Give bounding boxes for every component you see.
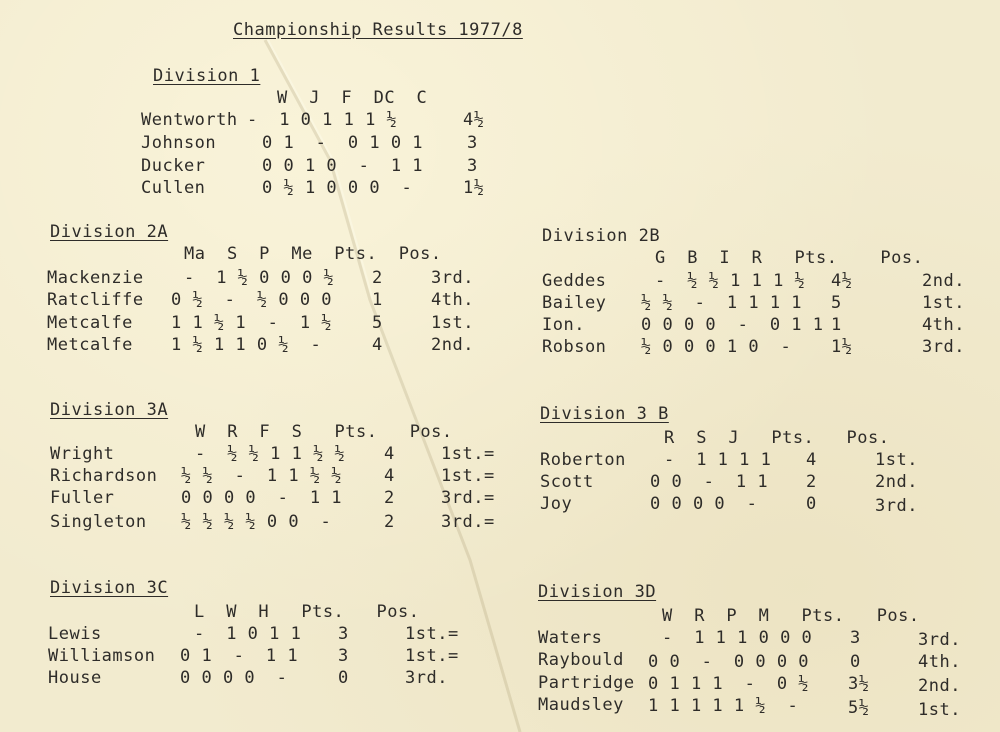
row-position: 1st. bbox=[918, 700, 961, 720]
division-2a-heading: Division 2A bbox=[50, 222, 169, 242]
division-3a-header: W R F S Pts. Pos. bbox=[195, 422, 453, 442]
division-2b-header: G B I R Pts. Pos. bbox=[655, 248, 924, 268]
row-points: 3 bbox=[467, 133, 478, 153]
row-position: 3rd. bbox=[405, 668, 448, 688]
row-scores: - 1 1 1 1 bbox=[664, 450, 772, 470]
row-points: 4 bbox=[384, 444, 395, 464]
row-points: 4 bbox=[806, 450, 817, 470]
row-scores: - ½ ½ 1 1 1 ½ bbox=[655, 271, 806, 291]
page-title: Championship Results 1977/8 bbox=[233, 20, 523, 40]
row-position: 1st. bbox=[431, 313, 474, 333]
row-name: Wright bbox=[50, 444, 115, 464]
row-scores: 0 0 0 0 - bbox=[650, 494, 758, 514]
row-position: 3rd. bbox=[918, 630, 961, 650]
row-position: 2nd. bbox=[918, 676, 961, 696]
row-scores: 0 0 0 0 - bbox=[180, 668, 288, 688]
division-3b-heading: Division 3 B bbox=[540, 404, 669, 424]
row-scores: - 1 1 1 0 0 0 bbox=[662, 628, 813, 648]
row-name: Joy bbox=[540, 494, 573, 514]
row-scores: 0 1 - 1 1 bbox=[180, 646, 299, 666]
row-points: 3 bbox=[467, 156, 478, 176]
row-name: Waters bbox=[538, 628, 603, 648]
row-scores: ½ ½ - 1 1 1 1 bbox=[641, 293, 803, 313]
row-position: 2nd. bbox=[922, 271, 965, 291]
division-3b-header: R S J Pts. Pos. bbox=[664, 428, 890, 448]
row-points: 4½ bbox=[831, 271, 853, 291]
row-scores: 1 1 1 1 1 ½ - bbox=[648, 696, 799, 716]
row-scores: 0 0 - 0 0 0 0 bbox=[648, 652, 810, 672]
row-position: 4th. bbox=[431, 290, 474, 310]
division-2b-heading: Division 2B bbox=[542, 226, 661, 246]
row-name: Cullen bbox=[141, 178, 206, 198]
row-scores: ½ ½ ½ ½ 0 0 - bbox=[181, 512, 332, 532]
division-1-header: W J F DC C bbox=[277, 88, 428, 108]
row-name: Richardson bbox=[50, 466, 158, 486]
row-name: Bailey bbox=[542, 293, 607, 313]
row-scores: 0 0 0 0 - 0 1 1 bbox=[641, 315, 824, 335]
row-points: 4½ bbox=[463, 110, 485, 130]
division-2a-header: Ma S P Me Pts. Pos. bbox=[184, 244, 442, 264]
row-points: 0 bbox=[338, 668, 349, 688]
row-name: Johnson bbox=[141, 133, 217, 153]
row-scores: 0 1 - 0 1 0 1 bbox=[262, 133, 424, 153]
division-3a-heading: Division 3A bbox=[50, 400, 169, 420]
row-points: 1 bbox=[831, 315, 842, 335]
row-name: Metcalfe bbox=[47, 335, 133, 355]
row-scores: 0 ½ 1 0 0 0 - bbox=[262, 178, 413, 198]
row-name: Raybould bbox=[538, 650, 624, 670]
row-name: Metcalfe bbox=[47, 313, 133, 333]
row-scores: - ½ ½ 1 1 ½ ½ bbox=[195, 444, 346, 464]
row-position: 2nd. bbox=[431, 335, 474, 355]
row-points: 2 bbox=[806, 472, 817, 492]
row-scores: ½ 0 0 0 1 0 - bbox=[641, 337, 792, 357]
division-1-heading: Division 1 bbox=[153, 66, 261, 86]
row-position: 4th. bbox=[922, 315, 965, 335]
row-points: 3 bbox=[850, 628, 861, 648]
row-name: Fuller bbox=[50, 488, 115, 508]
row-name: Wentworth bbox=[141, 110, 238, 130]
row-points: 3 bbox=[338, 624, 349, 644]
row-position: 3rd. bbox=[922, 337, 965, 357]
row-position: 1st.= bbox=[441, 444, 495, 464]
row-scores: 0 0 - 1 1 bbox=[650, 472, 769, 492]
row-position: 3rd.= bbox=[441, 512, 495, 532]
row-points: 2 bbox=[372, 268, 383, 288]
row-name: Singleton bbox=[50, 512, 147, 532]
row-position: 3rd.= bbox=[441, 488, 495, 508]
division-3c-heading: Division 3C bbox=[50, 578, 169, 598]
row-position: 1st. bbox=[922, 293, 965, 313]
row-points: 0 bbox=[806, 494, 817, 514]
row-name: Partridge bbox=[538, 673, 635, 693]
row-points: 1½ bbox=[831, 337, 853, 357]
row-name: Mackenzie bbox=[47, 268, 144, 288]
row-points: 3½ bbox=[848, 674, 870, 694]
row-points: 2 bbox=[384, 488, 395, 508]
row-position: 1st.= bbox=[405, 624, 459, 644]
row-name: Williamson bbox=[48, 646, 156, 666]
row-name: Scott bbox=[540, 472, 594, 492]
division-3d-heading: Division 3D bbox=[538, 582, 657, 602]
division-3c-header: L W H Pts. Pos. bbox=[194, 602, 420, 622]
row-scores: 1 1 ½ 1 - 1 ½ bbox=[171, 313, 333, 333]
row-scores: 0 1 1 1 - 0 ½ bbox=[648, 674, 810, 694]
row-scores: 0 0 1 0 - 1 1 bbox=[262, 156, 424, 176]
row-points: 0 bbox=[850, 652, 861, 672]
row-name: Robson bbox=[542, 337, 607, 357]
row-points: 1½ bbox=[463, 178, 485, 198]
row-points: 5 bbox=[831, 293, 842, 313]
row-points: 4 bbox=[372, 335, 383, 355]
row-scores: - 1 ½ 0 0 0 ½ bbox=[184, 268, 335, 288]
row-position: 1st.= bbox=[405, 646, 459, 666]
row-points: 5 bbox=[372, 313, 383, 333]
row-name: Ion. bbox=[542, 315, 585, 335]
row-name: Maudsley bbox=[538, 695, 624, 715]
row-scores: 0 ½ - ½ 0 0 0 bbox=[171, 290, 333, 310]
row-position: 1st.= bbox=[441, 466, 495, 486]
row-name: Roberton bbox=[540, 450, 626, 470]
row-scores: 1 ½ 1 1 0 ½ - bbox=[171, 335, 322, 355]
row-position: 4th. bbox=[918, 652, 961, 672]
row-position: 2nd. bbox=[875, 472, 918, 492]
row-name: Geddes bbox=[542, 271, 607, 291]
row-name: Ratcliffe bbox=[47, 290, 144, 310]
row-points: 4 bbox=[384, 466, 395, 486]
row-points: 3 bbox=[338, 646, 349, 666]
division-3d-header: W R P M Pts. Pos. bbox=[662, 606, 920, 626]
row-scores: ½ ½ - 1 1 ½ ½ bbox=[181, 466, 343, 486]
row-points: 5½ bbox=[848, 698, 870, 718]
row-name: Lewis bbox=[48, 624, 102, 644]
row-position: 3rd. bbox=[875, 496, 918, 516]
row-position: 1st. bbox=[875, 450, 918, 470]
row-scores: - 1 0 1 1 1 ½ bbox=[247, 110, 398, 130]
row-position: 3rd. bbox=[431, 268, 474, 288]
row-name: House bbox=[48, 668, 102, 688]
row-points: 1 bbox=[372, 290, 383, 310]
row-scores: - 1 0 1 1 bbox=[194, 624, 302, 644]
row-name: Ducker bbox=[141, 156, 206, 176]
row-points: 2 bbox=[384, 512, 395, 532]
row-scores: 0 0 0 0 - 1 1 bbox=[181, 488, 343, 508]
